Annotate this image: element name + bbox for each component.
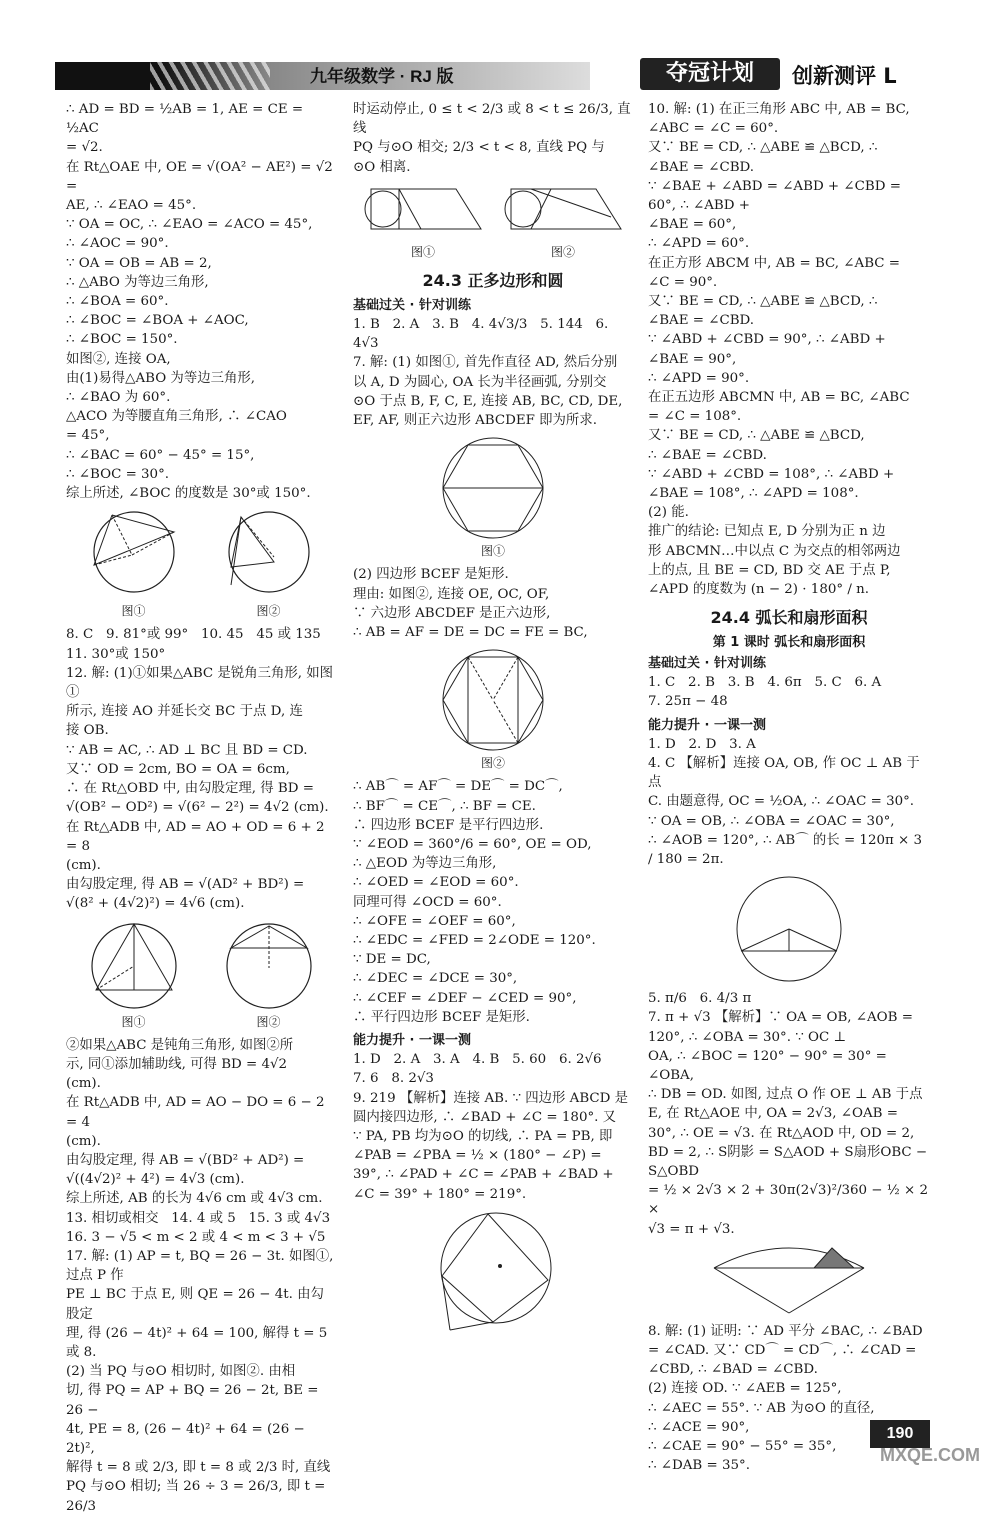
text-line: ∵ OA = OB, ∴ ∠OBA = ∠OAC = 30°, [648,813,895,829]
text-block [353,100,633,177]
circle-diagram [219,507,319,602]
hexagon-diagram [433,646,553,754]
text-line: ∴ AD = BD = ½AB = 1, AE = CE = ½AC [66,102,308,137]
header-stripes [150,62,270,90]
text-line: 7. 解: (1) 如图①, 首先作直径 AD, 然后分别 [353,355,618,371]
text-line: (cm). [66,857,101,873]
text-line: 在 Rt△ADB 中, AD = AO + OD = 6 + 2 = 8 [66,819,329,854]
figure [84,507,184,621]
text-line: 在正五边形 ABCMN 中, AB = BC, ∠ABC [648,390,910,406]
text-line: ∠BAE = 90°, [648,351,737,367]
figure-label: 图① [480,544,505,559]
answer-line: 5. π/6 6. 4/3 π [648,991,752,1007]
text-line: ∠BAE = ∠CBD. [648,159,755,175]
text-line: 7. π + √3 【解析】∵ OA = OB, ∠AOB = [648,1010,913,1026]
text-line: √((4√2)² + 4²) = 4√3 (cm). [66,1172,245,1188]
answer-line: 1. D 2. D 3. A [648,736,756,752]
column-middle [353,100,633,1342]
text-line: 时运动停止, 0 ≤ t < 2/3 或 8 < t ≤ 26/3, 直线 [353,102,631,137]
figure-row [353,434,633,561]
circle-diagram [219,918,319,1013]
figure-row [66,507,336,621]
figure [704,1243,874,1318]
text-line: ∵ ∠ABD + ∠CBD = 108°, ∴ ∠ABD + [648,466,895,482]
text-line: ∴ ∠AEC = 55°. ∵ AB 为⊙O 的直径, [648,1400,875,1416]
text-line: ∵ ∠BAE + ∠ABD = ∠ABD + ∠CBD = 60°, ∴ ∠ABD + [648,178,906,214]
text-line: 又∵ OD = 2cm, BO = OA = 6cm, [66,761,290,777]
text-line: 所示, 连接 AO 并延长交 BC 于点 D, 连 [66,704,303,720]
text-line: 理由: 如图②, 连接 OE, OC, OF, [353,586,550,602]
figure-label: 图① [121,604,146,619]
text-line: ∵ AB = AC, ∴ AD ⊥ BC 且 BD = CD. [66,742,308,758]
text-line: 理, 得 (26 − 4t)² + 64 = 100, 解得 t = 5 [66,1325,328,1341]
text-block [66,1036,336,1516]
text-line: ∴ ∠OED = ∠EOD = 60°. [353,875,519,891]
brand-logo: 夺冠计划 [640,58,780,90]
sector-diagram [704,1243,874,1318]
figure-row [353,646,633,773]
text-line: ∵ OA = OC, ∴ ∠EAO = ∠ACO = 45°, [66,217,313,233]
figure-label: 图② [480,756,505,771]
text-line: ∠CBD, ∴ ∠BAD = ∠CBD. [648,1362,818,1378]
figure [219,507,319,621]
text-line: 在正方形 ABCM 中, AB = BC, ∠ABC = [648,255,901,271]
series-title: 创新测评 L [792,64,897,88]
figure-row [648,1243,930,1318]
figure-row [353,181,633,262]
text-block [648,100,930,599]
answer-line: 1. D 2. A 3. A 4. B 5. 60 6. 2√6 [353,1052,602,1068]
text-line: ∴ ∠BOC = ∠BOA + ∠AOC, [66,313,249,329]
text-line: 16. 3 − √5 < m < 2 或 4 < m < 3 + √5 [66,1229,326,1245]
text-line: 又∵ BE = CD, ∴ △ABE ≌ △BCD, ∴ [648,140,878,156]
figure [729,873,849,985]
text-line: 8. 解: (1) 证明: ∵ AD 平分 ∠BAC, ∴ ∠BAD [648,1323,923,1339]
text-line: (cm). [66,1076,101,1092]
text-line: 又∵ BE = CD, ∴ △ABE ≌ △BCD, ∴ [648,294,878,310]
text-line: AE, ∴ ∠EAO = 45°. [66,198,197,214]
text-line: 如图②, 连接 OA, [66,351,171,367]
figure [433,434,553,561]
answer-line: 1. C 2. B 3. B 4. 6π 5. C 6. A [648,675,882,691]
text-line: 由勾股定理, 得 AB = √(BD² + AD²) = [66,1152,305,1168]
subsection-title: 能力提升 · 一课一测 [648,717,766,733]
text-line: 9. 219 【解析】连接 AB. ∵ 四边形 ABCD 是 [353,1090,629,1106]
text-line: OA, ∴ ∠BOC = 120° − 90° = 30° = ∠OBA, [648,1048,892,1083]
text-line: ∴ ∠BOA = 60°. [66,294,169,310]
text-line: ∠ABC = ∠C = 60°. [648,121,779,137]
text-line: ∴ ∠BAC = 60° − 45° = 15°, [66,447,255,463]
text-line: ∵ 六边形 ABCDEF 是正六边形, [353,605,551,621]
circle-diagram [84,918,184,1013]
text-line: ∠BAE = ∠CBD. [648,313,755,329]
text-block [648,1008,933,1238]
text-line: ∴ ∠APD = 60°. [648,236,750,252]
book-title: 九年级数学 · RJ 版 [310,67,454,86]
subsection-title: 基础过关 · 针对训练 [648,656,766,672]
text-line: 39°, ∴ ∠PAD + ∠C = ∠PAB + ∠BAD + [353,1167,614,1183]
text-line: △ACO 为等腰直角三角形, ∴ ∠CAO [66,409,287,425]
answer-line: 1. B 2. A 3. B 4. 4√3/3 5. 144 6. 4√3 [353,317,613,352]
figure-label: 图② [256,604,281,619]
text-line: 8. C 9. 81°或 99° 10. 45 45 或 135 [66,627,321,643]
answer-line: 7. 6 8. 2√3 [353,1071,434,1087]
text-line: ∠C = 39° + 180° = 219°. [353,1186,527,1202]
text-line: (2) 四边形 BCEF 是矩形. [353,567,509,583]
text-line: ∴ ∠APD = 90°. [648,370,750,386]
watermark: MXQE.COM [880,1445,981,1465]
figure-row [353,1208,633,1338]
text-line: √3 = π + √3. [648,1221,735,1237]
text-block [353,565,633,642]
text-line: ∵ ∠ABD + ∠CBD = 90°, ∴ ∠ABD + [648,332,886,348]
text-line: ∴ ∠DEC = ∠DCE = 30°, [353,971,518,987]
section-title: 24.4 弧长和扇形面积 [710,608,868,628]
text-line: 12. 解: (1)①如果△ABC 是锐角三角形, 如图① [66,665,334,701]
text-line: 11. 30°或 150° [66,646,166,662]
text-line: (cm). [66,1133,101,1149]
figure [219,918,319,1032]
text-line: ∠APD 的度数为 (n − 2) · 180° / n. [648,582,869,598]
text-line: = 45°, [66,428,110,444]
figure [433,646,553,773]
figure-label: 图① [121,1014,146,1029]
text-line: ∠BAE = 108°, ∴ ∠APD = 108°. [648,486,859,502]
text-line: ∴ ∠BAE = ∠CBD. [648,447,767,463]
text-line: ∴ 四边形 BCEF 是平行四边形. [353,817,544,833]
text-line: ∠C = 90°. [648,274,718,290]
text-line: E, 在 Rt△AOE 中, OA = 2√3, ∠OAB = [648,1106,898,1122]
arc-diagram [729,873,849,985]
figure [361,181,486,262]
figure-label: 图① [410,244,435,259]
text-line: 又∵ BE = CD, ∴ △ABE ≌ △BCD, [648,428,865,444]
text-line: 17. 解: (1) AP = t, BQ = 26 − 3t. 如图①, 过点 P 作 [66,1248,338,1284]
text-line: ∴ ∠EDC = ∠FED = 2∠ODE = 120°. [353,933,596,949]
text-line: ∴ BF⌒ = CE⌒, ∴ BF = CE. [353,798,536,814]
section-title: 24.3 正多边形和圆 [422,271,564,291]
text-line: ∴ △ABO 为等边三角形, [66,274,209,290]
text-block [66,100,336,503]
text-line: 综上所述, ∠BOC 的度数是 30°或 150°. [66,486,311,502]
figure [84,918,184,1032]
text-line: ∵ PA, PB 均为⊙O 的切线, ∴ PA = PB, 即 [353,1128,613,1144]
text-line: 在 Rt△OAE 中, OE = √(OA² − AE²) = √2 = [66,159,338,194]
figure-row [648,873,930,985]
text-line: 或 8. [66,1344,97,1360]
text-line: = √2. [66,140,103,156]
text-line: 4. C 【解析】连接 OA, OB, 作 OC ⊥ AB 于点 [648,755,920,791]
text-line: EF, AF, 则正六边形 ABCDEF 即为所求. [353,413,597,429]
text-line: 由勾股定理, 得 AB = √(AD² + BD²) = [66,877,305,893]
text-block [648,754,930,869]
text-line: = ∠CAD. 又∵ CD⌒ = CD⌒, ∴ ∠CAD = [648,1342,917,1358]
text-line: ∵ OA = OB = AB = 2, [66,255,212,271]
text-line: ∴ △EOD 为等边三角形, [353,856,497,872]
text-line: 推广的结论: 已知点 E, D 分别为正 n 边 [648,524,886,540]
text-line: ∴ ∠AOB = 120°, ∴ AB⌒ 的长 = 120π × 3 / 180 = 2π. [648,832,927,867]
text-line: ∴ ∠CEF = ∠DEF − ∠CED = 90°, [353,990,577,1006]
text-line: 由(1)易得△ABO 为等边三角形, [66,370,256,386]
text-line: 切, 得 PQ = AP + BQ = 26 − 2t, BE = 26 − [66,1383,323,1418]
text-line: ⊙O 相离. [353,159,411,175]
text-line: = ½ × 2√3 × 2 + 30π(2√3)²/360 − ½ × 2 × [648,1183,933,1218]
text-line: ∴ AB = AF = DE = DC = FE = BC, [353,625,588,641]
text-block [353,777,633,1027]
text-line: PQ 与⊙O 相切; 当 26 ÷ 3 = 26/3, 即 t = 26/3 [66,1479,330,1514]
text-line: 30°, ∴ OE = √3. 在 Rt△AOD 中, OD = 2, [648,1125,915,1141]
text-line: C. 由题意得, OC = ½OA, ∴ ∠OAC = 30°. [648,794,915,810]
text-line: 13. 相切或相交 14. 4 或 5 15. 3 或 4√3 [66,1210,331,1226]
text-line: ∴ ∠BOC = 150°. [66,332,178,348]
text-line: 接 OB. [66,723,109,739]
page-header [0,0,1000,100]
text-line: PQ 与⊙O 相交; 2/3 < t < 8, 直线 PQ 与 [353,140,605,156]
text-line: 10. 解: (1) 在正三角形 ABC 中, AB = BC, [648,102,910,117]
trapezoid-diagram [501,181,626,243]
circle-quadrilateral-diagram [428,1208,558,1338]
text-block [353,353,633,430]
text-line: ∠BAE = 60°, [648,217,737,233]
text-line: 圆内接四边形, ∴ ∠BAD + ∠C = 180°. 又 [353,1109,617,1125]
text-line: ∴ ∠AOC = 90°. [66,236,169,252]
text-line: 示, 同①添加辅助线, 可得 BD = 4√2 [66,1056,288,1072]
text-line: ∠PAB = ∠PBA = ½ × (180° − ∠P) = [353,1148,602,1164]
text-line: √(OB² − OD²) = √(6² − 2²) = 4√2 (cm). [66,800,329,816]
subsection-title: 基础过关 · 针对训练 [353,298,471,314]
trapezoid-diagram [361,181,486,243]
figure-row [66,918,336,1032]
subsection-title: 能力提升 · 一课一测 [353,1033,471,1049]
text-line: PE ⊥ BC 于点 E, 则 QE = 26 − 4t. 由勾股定 [66,1287,324,1322]
column-left [66,100,336,1516]
text-line: (2) 连接 OD. ∵ ∠AEB = 125°, [648,1381,842,1397]
text-line: 4t, PE = 8, (26 − 4t)² + 64 = (26 − 2t)², [66,1421,309,1456]
text-line: ∴ ∠ACE = 90°, [648,1419,750,1435]
text-line: 形 ABCMN…中以点 C 为交点的相邻两边 [648,543,901,559]
answer-line: 7. 25π − 48 [648,694,728,710]
text-line: ∴ DB = OD. 如图, 过点 O 作 OE ⊥ AB 于点 [648,1087,923,1103]
text-line: ∴ ∠OFE = ∠OEF = 60°, [353,913,516,929]
text-block [66,625,336,913]
page-number: 190 [870,1420,930,1448]
text-line: ∵ DE = DC, [353,952,431,968]
text-line: 以 A, D 为圆心, OA 长为半径画弧, 分别交 [353,374,607,390]
text-block [353,1089,633,1204]
figure [501,181,626,262]
lesson-title: 第 1 课时 弧长和扇形面积 [712,635,866,651]
text-line: 同理可得 ∠OCD = 60°. [353,894,502,910]
text-line: ②如果△ABC 是钝角三角形, 如图②所 [66,1037,294,1053]
text-line: ∴ AB⌒ = AF⌒ = DE⌒ = DC⌒, [353,779,563,795]
text-line: ∴ ∠BOC = 30°. [66,466,170,482]
text-line: 综上所述, AB 的长为 4√6 cm 或 4√3 cm. [66,1191,323,1207]
text-line: ∵ ∠EOD = 360°/6 = 60°, OE = OD, [353,837,592,853]
text-line: ∴ ∠CAE = 90° − 55° = 35°, [648,1438,837,1454]
text-line: BD = 2, ∴ S阴影 = S△AOD + S扇形OBC − S△OBD [648,1144,932,1179]
text-line: (2) 能. [648,505,689,521]
circle-diagram [84,507,184,602]
text-line: = ∠C = 108°. [648,409,742,425]
text-line: 120°, ∴ ∠OBA = 30°. ∵ OC ⊥ [648,1029,847,1045]
text-line: 上的点, 且 BE = CD, BD 交 AE 于点 P, [648,562,891,578]
text-line: ∴ ∠BAO 为 60°. [66,390,171,406]
figure-label: 图② [256,1014,281,1029]
text-line: 解得 t = 8 或 2/3, 即 t = 8 或 2/3 时, 直线 [66,1460,331,1476]
text-line: ∴ 平行四边形 BCEF 是矩形. [353,1009,530,1025]
text-line: ∴ 在 Rt△OBD 中, 由勾股定理, 得 BD = [66,781,314,797]
hexagon-diagram [433,434,553,542]
text-line: √(8² + (4√2)²) = 4√6 (cm). [66,896,245,912]
figure [428,1208,558,1338]
text-line: (2) 当 PQ 与⊙O 相切时, 如图②. 由相 [66,1364,296,1380]
figure-label: 图② [550,244,575,259]
text-line: ⊙O 于点 B, F, C, E, 连接 AB, BC, CD, DE, [353,393,623,409]
text-line: 在 Rt△ADB 中, AD = AO − DO = 6 − 2 = 4 [66,1095,329,1130]
text-line: ∴ ∠DAB = 35°. [648,1458,750,1474]
